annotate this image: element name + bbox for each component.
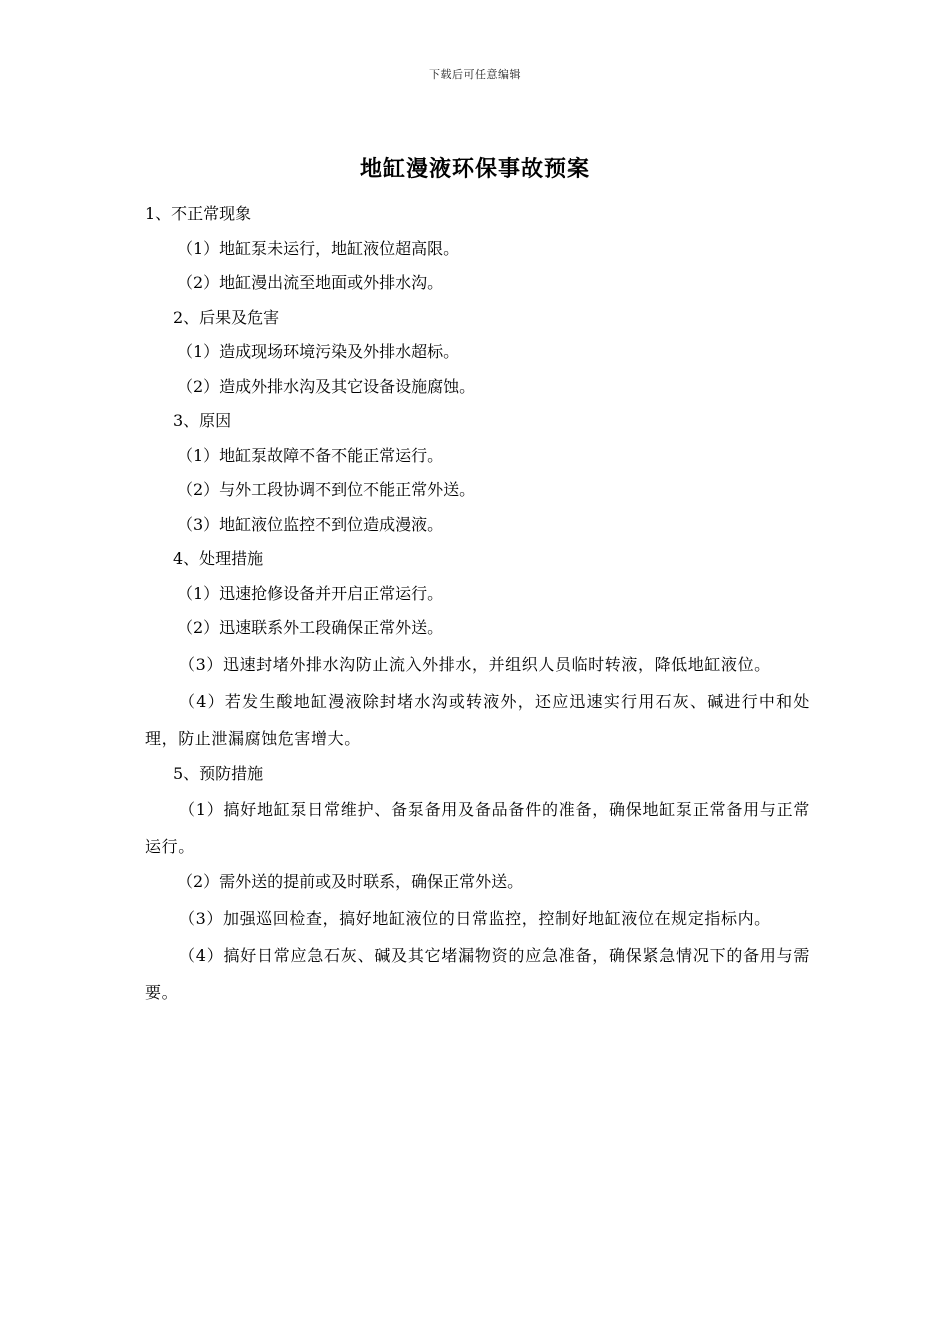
section-2-item-2: （2）造成外排水沟及其它设备设施腐蚀。 xyxy=(177,376,476,396)
section-5-item-2: （2）需外送的提前或及时联系，确保正常外送。 xyxy=(177,872,524,891)
section-2-item-1: （1）造成现场环境污染及外排水超标。 xyxy=(177,342,460,361)
section-5-item-4: （4）搞好日常应急石灰、碱及其它堵漏物资的应急准备，确保紧急情况下的备用与需要。 xyxy=(145,945,810,1002)
section-4-item-1: （1）迅速抢修设备并开启正常运行。 xyxy=(177,583,444,603)
section-heading-1: 1、不正常现象 xyxy=(145,204,252,223)
section-heading-4: 4、处理措施 xyxy=(173,549,264,568)
section-heading-5: 5、预防措施 xyxy=(173,763,264,783)
section-1-item-1: （1）地缸泵未运行，地缸液位超高限。 xyxy=(177,238,460,258)
section-4-item-3: （3）迅速封堵外排水沟防止流入外排水，并组织人员临时转液，降低地缸液位。 xyxy=(179,654,771,674)
section-5-item-1: （1）搞好地缸泵日常维护、备泵备用及备品备件的准备，确保地缸泵正常备用与正常运行。 xyxy=(145,800,810,856)
section-1-item-2: （2）地缸漫出流至地面或外排水沟。 xyxy=(177,273,444,292)
header-note: 下载后可任意编辑 xyxy=(429,68,521,81)
section-4-item-2: （2）迅速联系外工段确保正常外送。 xyxy=(177,618,444,637)
section-3-item-1: （1）地缸泵故障不备不能正常运行。 xyxy=(177,445,444,465)
section-4-item-4: （4）若发生酸地缸漫液除封堵水沟或转液外，还应迅速实行用石灰、碱进行中和处理，防止泄漏腐蚀危害增大。 xyxy=(145,691,810,748)
section-3-item-3: （3）地缸液位监控不到位造成漫液。 xyxy=(177,514,444,534)
section-3-item-2: （2）与外工段协调不到位不能正常外送。 xyxy=(177,480,476,499)
section-heading-3: 3、原因 xyxy=(173,411,232,430)
document-title: 地缸漫液环保事故预案 xyxy=(359,156,590,182)
section-5-item-3: （3）加强巡回检查，搞好地缸液位的日常监控，控制好地缸液位在规定指标内。 xyxy=(179,908,771,928)
document-body xyxy=(145,197,810,1011)
section-heading-2: 2、后果及危害 xyxy=(173,307,280,327)
